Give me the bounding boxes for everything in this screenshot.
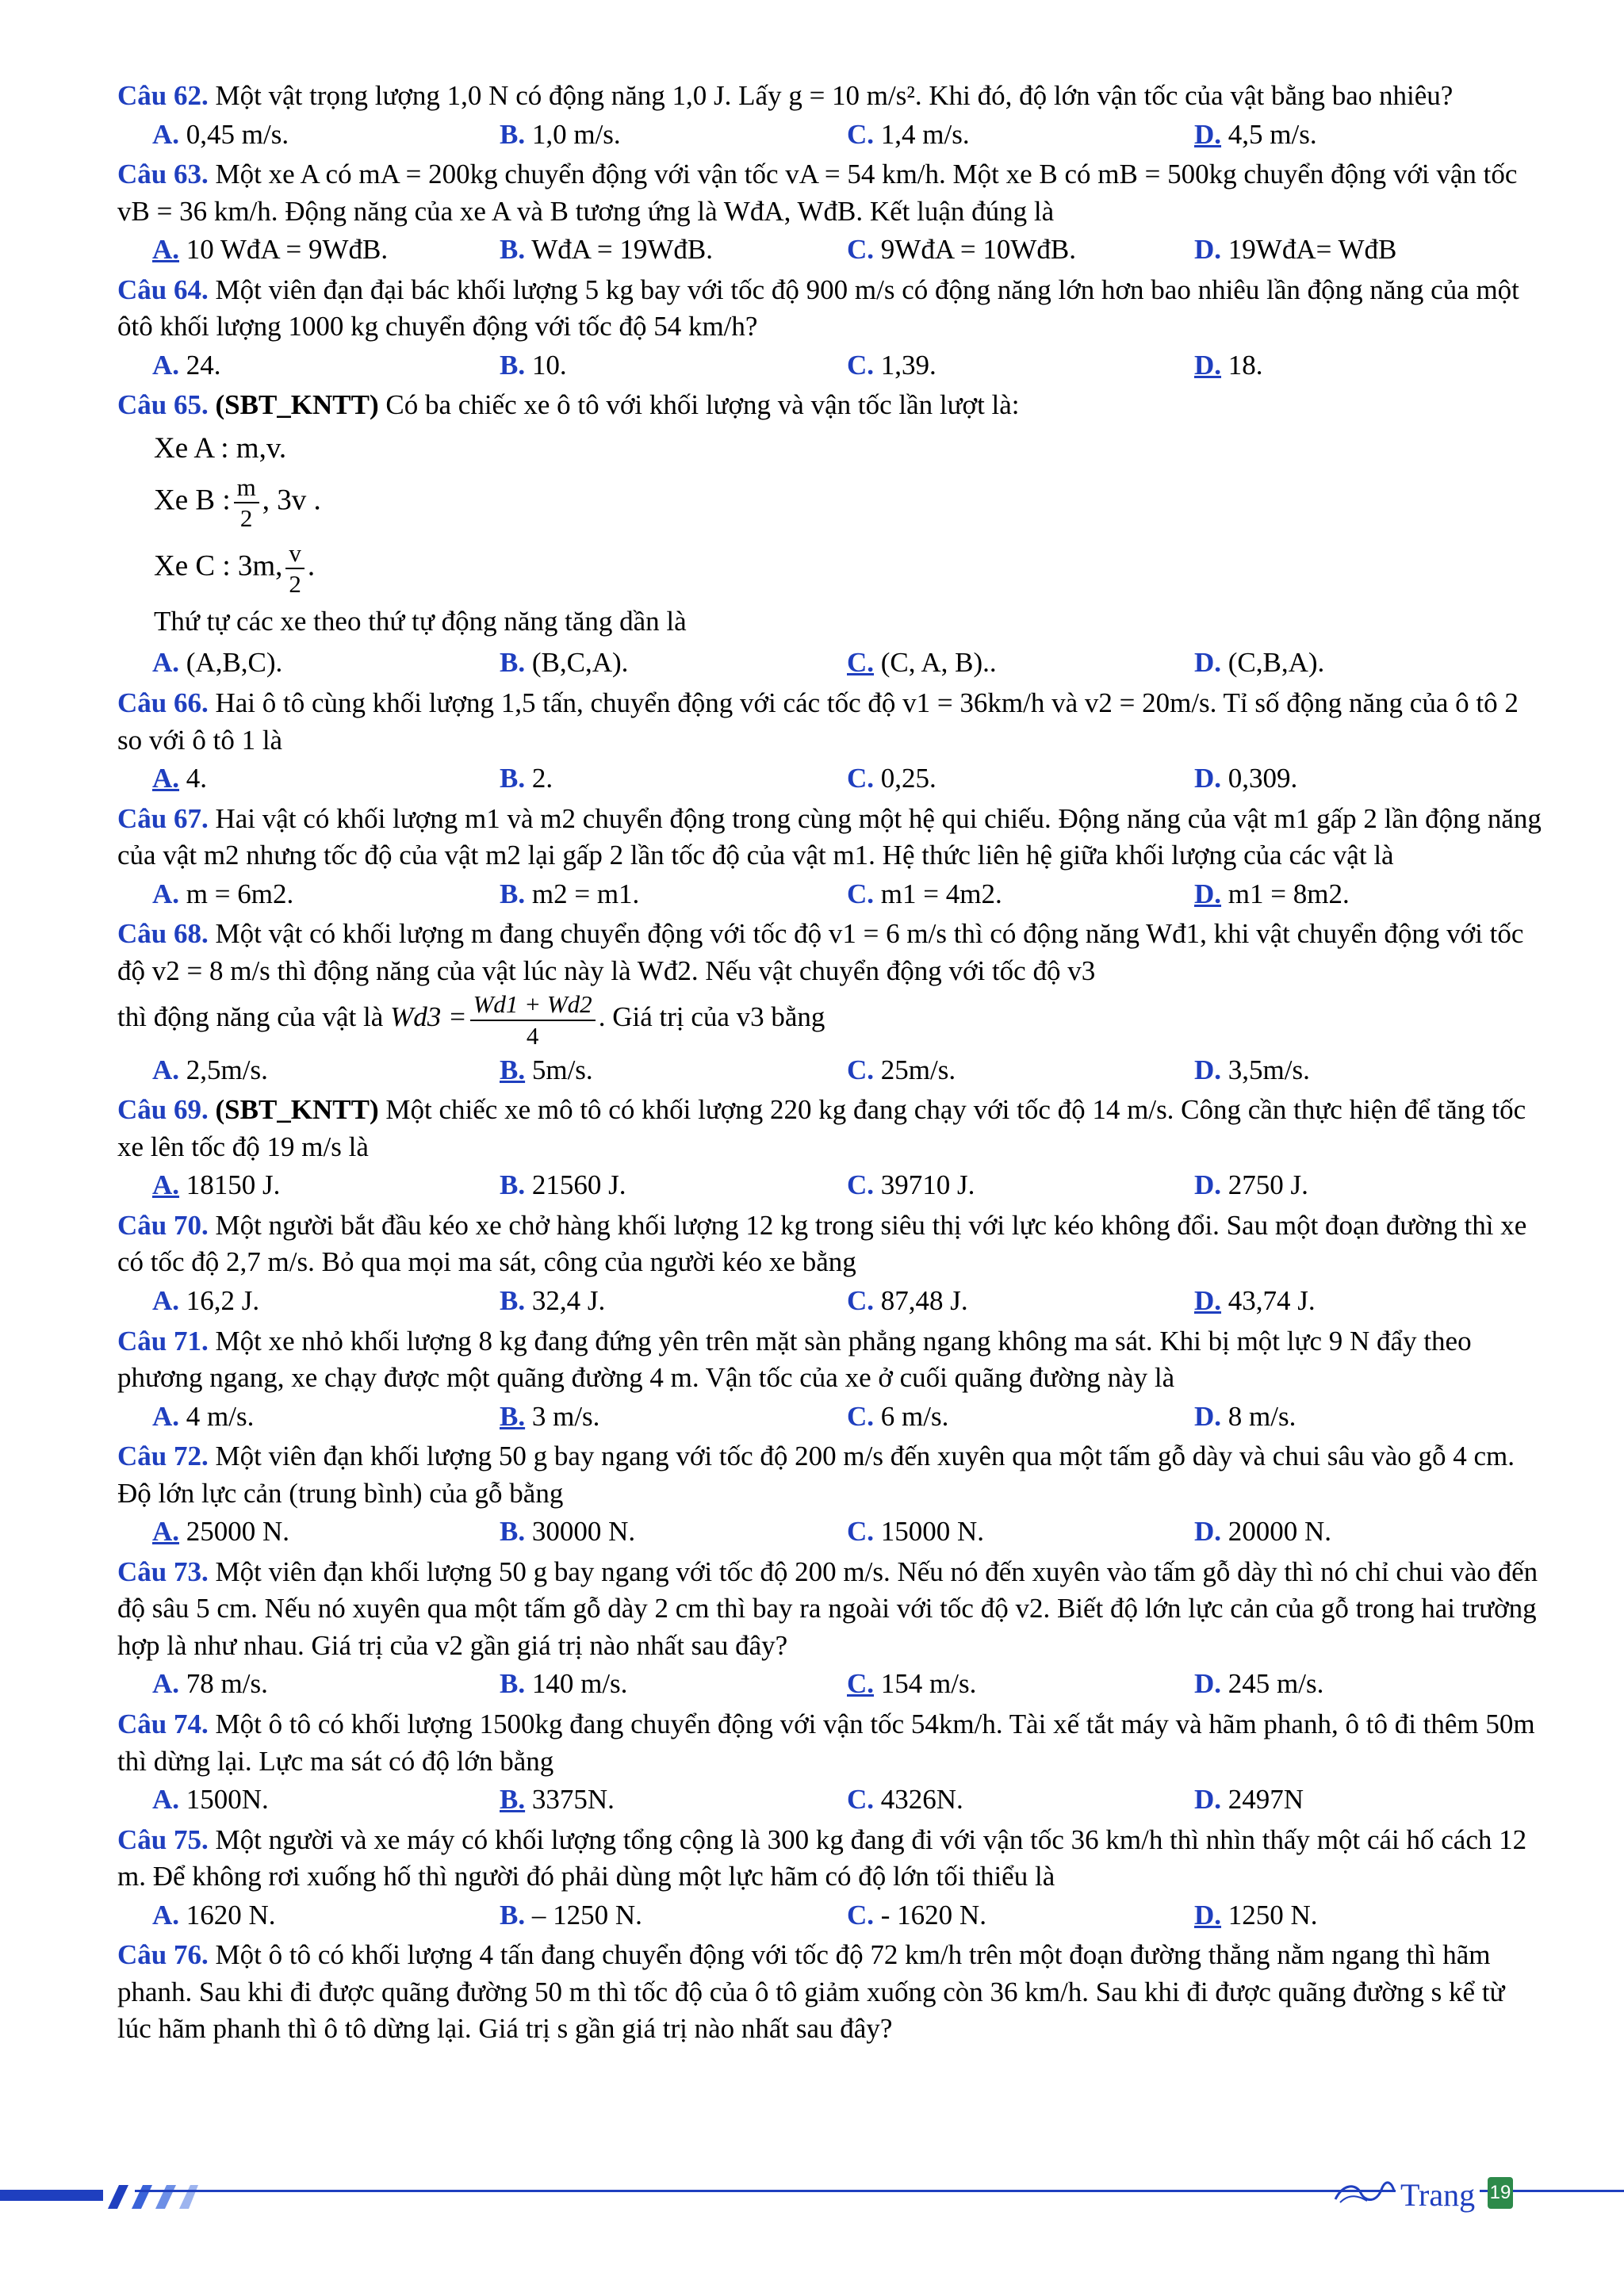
question-stem: Một xe nhỏ khối lượng 8 kg đang đứng yên trên mặt sàn phẳng ngang không ma sát. Khi bị một lực 9 N đẩy theo phương ngang, xe chạy được một quãng đường 4 m. Vận tốc của xe ở cuối quãng đường này là <box>117 1325 1472 1394</box>
vehicle-line-a: Xe A : m,v. <box>154 431 287 465</box>
answer-options <box>117 1666 1545 1703</box>
option-text: 18150 J. <box>186 1169 281 1201</box>
option-letter: C. <box>847 349 875 381</box>
option-text: 20000 N. <box>1228 1516 1332 1548</box>
question-stem-line <box>117 685 1545 759</box>
question-stem: Một ô tô có khối lượng 4 tấn đang chuyển động với tốc độ 72 km/h trên một đoạn đường thẳng nằm ngang thì hãm phanh. Sau khi đi được quãng đường 50 m thì tốc độ của ô tô giảm xuống còn 36 km/h. Sau khi đi được quãng đường s kể từ lúc hãm phanh thì ô tô dừng lại. Giá trị s gần giá trị nào nhất sau đây? <box>117 1939 1505 2045</box>
option-text: 16,2 J. <box>186 1285 260 1316</box>
question-stem: Một vật có khối lượng m đang chuyển động với tốc độ v1 = 6 m/s thì có động năng Wđ1, khi vật chuyển động với tốc độ v2 = 8 m/s thì động năng của vật lúc này là Wđ2. Nếu vật chuyển động với tốc độ v3 <box>117 918 1524 986</box>
option-letter: A. <box>152 878 180 909</box>
fraction-numerator: Wd1 + Wd2 <box>470 989 596 1020</box>
question-stem-line <box>117 1207 1545 1281</box>
answer-option[interactable] <box>1194 1666 1511 1703</box>
option-letter: D. <box>1194 1285 1222 1316</box>
option-text: 39710 J. <box>880 1169 975 1201</box>
answer-option[interactable] <box>1194 117 1511 154</box>
option-text: 1,0 m/s. <box>531 118 621 150</box>
answer-option[interactable] <box>500 645 847 682</box>
page-footer <box>0 2172 1624 2252</box>
answer-options <box>117 232 1545 269</box>
option-text: 24. <box>186 349 221 381</box>
option-letter: A. <box>152 1899 180 1931</box>
answer-option[interactable] <box>152 760 500 798</box>
option-letter: D. <box>1194 1784 1222 1816</box>
question-block <box>117 387 1545 682</box>
question-stem-line <box>117 1822 1545 1896</box>
option-letter: C. <box>847 1054 875 1085</box>
answer-option[interactable] <box>500 1399 847 1436</box>
option-text: 5m/s. <box>531 1054 593 1085</box>
question-prompt: Thứ tự các xe theo thứ tự động năng tăng dần là <box>154 605 687 637</box>
option-text: 10. <box>531 349 567 381</box>
question-number: Câu 76. <box>117 1939 209 1971</box>
option-letter: A. <box>152 1054 180 1085</box>
option-letter: D. <box>1194 647 1222 679</box>
option-letter: C. <box>847 1784 875 1816</box>
option-letter: B. <box>500 1169 526 1201</box>
option-text: 0,309. <box>1228 763 1298 794</box>
answer-option[interactable] <box>1194 760 1511 798</box>
question-tag: (SBT_KNTT) <box>215 1094 379 1126</box>
answer-option[interactable] <box>847 1897 1194 1934</box>
option-text: 4,5 m/s. <box>1228 118 1317 150</box>
option-letter: B. <box>500 234 526 266</box>
option-letter: C. <box>847 1668 875 1700</box>
question-tag: (SBT_KNTT) <box>215 389 379 421</box>
option-text: 32,4 J. <box>531 1285 606 1316</box>
answer-option[interactable] <box>1194 1052 1511 1089</box>
option-letter: A. <box>152 1516 180 1548</box>
answer-option[interactable] <box>1194 1167 1511 1204</box>
answer-option[interactable] <box>847 876 1194 913</box>
question-stem-line <box>117 156 1545 230</box>
option-text: 0,25. <box>880 763 936 794</box>
answer-options <box>117 760 1545 798</box>
option-text: - 1620 N. <box>880 1899 986 1931</box>
page-number-badge: 19 <box>1488 2177 1513 2209</box>
answer-option[interactable] <box>500 1167 847 1204</box>
answer-option[interactable] <box>1194 1399 1511 1436</box>
question-block <box>117 78 1545 153</box>
option-letter: D. <box>1194 1516 1222 1548</box>
question-number: Câu 69. <box>117 1094 209 1126</box>
option-letter: B. <box>500 1668 526 1700</box>
option-text: 78 m/s. <box>186 1668 268 1700</box>
question-stem: Một chiếc xe mô tô có khối lượng 220 kg đang chạy với tốc độ 14 m/s. Công cần thực hiện để tăng tốc xe lên tốc độ 19 m/s là <box>117 1094 1526 1162</box>
question-stem-line <box>117 801 1545 874</box>
option-letter: A. <box>152 763 180 794</box>
option-text: m1 = 4m2. <box>880 878 1002 909</box>
fraction <box>470 989 596 1050</box>
vehicle-line-b <box>117 473 1545 533</box>
answer-option[interactable] <box>1194 876 1511 913</box>
option-letter: D. <box>1194 1169 1222 1201</box>
formula-lhs: Wd3 = <box>390 1001 467 1033</box>
answer-option[interactable] <box>1194 232 1511 269</box>
option-letter: B. <box>500 1054 526 1085</box>
fraction-numerator: v <box>285 538 304 569</box>
option-letter: C. <box>847 1516 875 1548</box>
question-stem: Hai ô tô cùng khối lượng 1,5 tấn, chuyển động với các tốc độ v1 = 36km/h và v2 = 20m/s. Tỉ số động năng của ô tô 2 so với ô tô 1 là <box>117 687 1519 756</box>
option-text: 2750 J. <box>1228 1169 1308 1201</box>
option-text: 2497N <box>1228 1784 1304 1816</box>
question-block <box>117 1438 1545 1551</box>
question-block <box>117 1207 1545 1320</box>
option-text: 18. <box>1228 349 1263 381</box>
answer-options <box>117 1897 1545 1934</box>
answer-option[interactable] <box>152 117 500 154</box>
vehicle-b-label: Xe B : <box>154 484 231 517</box>
question-number: Câu 68. <box>117 918 209 950</box>
question-block <box>117 1554 1545 1703</box>
question-stem-line <box>117 1937 1545 2048</box>
option-letter: B. <box>500 1516 526 1548</box>
option-letter: D. <box>1194 118 1222 150</box>
question-stem: Một viên đạn đại bác khối lượng 5 kg bay với tốc độ 900 m/s có động năng lớn hơn bao nhiêu lần động năng của một ôtô khối lượng 1000 kg chuyển động với tốc độ 54 km/h? <box>117 274 1519 342</box>
option-text: 19WđA= WđB <box>1228 234 1397 266</box>
option-letter: A. <box>152 647 180 679</box>
answer-option[interactable] <box>152 645 500 682</box>
question-block <box>117 272 1545 385</box>
answer-options <box>117 347 1545 385</box>
question-stem: Một xe A có mA = 200kg chuyển động với vận tốc vA = 54 km/h. Một xe B có mB = 500kg chuyển động với vận tốc vB = 36 km/h. Động năng của xe A và B tương ứng là WđA, WđB. Kết luận đúng là <box>117 159 1518 227</box>
option-text: 1,4 m/s. <box>880 118 970 150</box>
answer-option[interactable] <box>847 232 1194 269</box>
question-number: Câu 71. <box>117 1325 209 1357</box>
answer-option[interactable] <box>152 1283 500 1320</box>
option-text: 15000 N. <box>880 1516 985 1548</box>
question-number: Câu 73. <box>117 1556 209 1587</box>
answer-option[interactable] <box>1194 1781 1511 1819</box>
question-stem: Có ba chiếc xe ô tô với khối lượng và vận tốc lần lượt là: <box>385 389 1020 421</box>
option-text: WđA = 19WđB. <box>531 234 713 266</box>
option-text: 1,39. <box>880 349 936 381</box>
answer-option[interactable] <box>847 1513 1194 1551</box>
swirl-ornament-icon <box>1332 2179 1396 2207</box>
answer-option[interactable] <box>1194 1283 1511 1320</box>
question-number: Câu 65. <box>117 389 209 421</box>
option-text: (C, A, B).. <box>880 647 997 679</box>
fraction-numerator: m <box>234 473 259 503</box>
answer-option[interactable] <box>847 347 1194 385</box>
question-stem-line <box>117 1554 1545 1665</box>
answer-option[interactable] <box>500 117 847 154</box>
option-letter: D. <box>1194 349 1222 381</box>
option-letter: A. <box>152 349 180 381</box>
option-letter: C. <box>847 1169 875 1201</box>
answer-option[interactable] <box>1194 645 1511 682</box>
answer-option[interactable] <box>1194 1513 1511 1551</box>
option-letter: B. <box>500 1899 526 1931</box>
option-letter: D. <box>1194 1054 1222 1085</box>
option-letter: B. <box>500 1784 526 1816</box>
vehicle-c-label: Xe C : 3m, <box>154 549 283 583</box>
option-text: (C,B,A). <box>1228 647 1325 679</box>
option-letter: A. <box>152 1285 180 1316</box>
option-text: 4326N. <box>880 1784 963 1816</box>
answer-option[interactable] <box>847 760 1194 798</box>
option-letter: A. <box>152 234 180 266</box>
answer-option[interactable] <box>152 232 500 269</box>
answer-option[interactable] <box>152 1167 500 1204</box>
fraction <box>234 473 259 533</box>
option-letter: D. <box>1194 1899 1222 1931</box>
answer-option[interactable] <box>500 1283 847 1320</box>
answer-options <box>117 1513 1545 1551</box>
answer-option[interactable] <box>152 1897 500 1934</box>
option-text: 25000 N. <box>186 1516 290 1548</box>
option-letter: D. <box>1194 763 1222 794</box>
option-letter: C. <box>847 118 875 150</box>
question-stem-line <box>117 387 1545 424</box>
option-text: 9WđA = 10WđB. <box>880 234 1077 266</box>
option-text: 3375N. <box>531 1784 615 1816</box>
answer-option[interactable] <box>152 347 500 385</box>
question-block <box>117 156 1545 269</box>
option-letter: C. <box>847 1899 875 1931</box>
formula-line <box>117 989 1545 1050</box>
option-text: (A,B,C). <box>186 647 283 679</box>
question-stem-line <box>117 1706 1545 1780</box>
answer-option[interactable] <box>847 1167 1194 1204</box>
question-block <box>117 1937 1545 2048</box>
option-letter: A. <box>152 1668 180 1700</box>
answer-option[interactable] <box>500 1897 847 1934</box>
option-text: 21560 J. <box>531 1169 626 1201</box>
answer-option[interactable] <box>152 1399 500 1436</box>
answer-options <box>117 645 1545 682</box>
option-letter: B. <box>500 1285 526 1316</box>
option-letter: B. <box>500 763 526 794</box>
option-letter: B. <box>500 349 526 381</box>
question-number: Câu 74. <box>117 1709 209 1740</box>
answer-options <box>117 876 1545 913</box>
question-stem-line <box>117 1323 1545 1397</box>
option-letter: C. <box>847 878 875 909</box>
answer-option[interactable] <box>500 232 847 269</box>
option-text: – 1250 N. <box>531 1899 642 1931</box>
question-block <box>117 1323 1545 1436</box>
question-stem-line <box>117 1092 1545 1165</box>
option-text: m = 6m2. <box>186 878 294 909</box>
option-text: 4 m/s. <box>186 1400 255 1432</box>
question-number: Câu 67. <box>117 802 209 834</box>
question-stem-line <box>117 1438 1545 1512</box>
answer-option[interactable] <box>847 1283 1194 1320</box>
question-stem: Một người và xe máy có khối lượng tổng cộng là 300 kg đang đi với vận tốc 36 km/h thì nhìn thấy một cái hố cách 12 m. Để không rơi xuống hố thì người đó phải dùng một lực hãm có độ lớn tối thiểu là <box>117 1823 1527 1892</box>
option-text: 4. <box>186 763 208 794</box>
answer-option[interactable] <box>847 1399 1194 1436</box>
option-letter: A. <box>152 1169 180 1201</box>
option-text: 30000 N. <box>531 1516 636 1548</box>
option-text: 3 m/s. <box>531 1400 600 1432</box>
option-text: 8 m/s. <box>1228 1400 1297 1432</box>
vehicle-b-velocity: , 3v . <box>262 484 321 517</box>
option-text: 1620 N. <box>186 1899 276 1931</box>
option-letter: A. <box>152 1400 180 1432</box>
question-block <box>117 1822 1545 1934</box>
option-letter: C. <box>847 647 875 679</box>
answer-option[interactable] <box>847 1781 1194 1819</box>
footer-stripes-decoration <box>0 2182 198 2214</box>
answer-options <box>117 1052 1545 1089</box>
vehicle-c-end: . <box>307 549 316 583</box>
question-number: Câu 75. <box>117 1823 209 1855</box>
answer-options <box>117 117 1545 154</box>
answer-option[interactable] <box>152 1781 500 1819</box>
option-letter: C. <box>847 234 875 266</box>
question-stem: Một viên đạn khối lượng 50 g bay ngang với tốc độ 200 m/s. Nếu nó đến xuyên vào tấm gỗ dày thì nó chỉ chui vào đến độ sâu 5 cm. Nếu nó xuyên qua một tấm gỗ dày 2 cm thì bay ra ngoài với tốc độ v2. Biết độ lớn lực cản của gỗ trong hai trường hợp là như nhau. Giá trị của v2 gần giá trị nào nhất sau đây? <box>117 1556 1538 1661</box>
question-stem-line <box>117 272 1545 346</box>
answer-option[interactable] <box>1194 1897 1511 1934</box>
question-stem: Một ô tô có khối lượng 1500kg đang chuyển động với vận tốc 54km/h. Tài xế tắt máy và hãm phanh, ô tô đi thêm 50m thì dừng lại. Lực ma sát có độ lớn bằng <box>117 1709 1535 1777</box>
option-text: 0,45 m/s. <box>186 118 289 150</box>
question-block <box>117 685 1545 798</box>
option-letter: C. <box>847 1285 875 1316</box>
fraction-denominator: 2 <box>239 504 253 533</box>
question-number: Câu 64. <box>117 274 209 305</box>
answer-option[interactable] <box>500 1781 847 1819</box>
answer-options <box>117 1781 1545 1819</box>
answer-option[interactable] <box>152 1666 500 1703</box>
option-text: (B,C,A). <box>531 647 629 679</box>
option-text: m1 = 8m2. <box>1228 878 1350 909</box>
answer-option[interactable] <box>500 1513 847 1551</box>
option-letter: A. <box>152 118 180 150</box>
question-block <box>117 1092 1545 1204</box>
answer-option[interactable] <box>500 760 847 798</box>
answer-option[interactable] <box>152 876 500 913</box>
question-stem: Một viên đạn khối lượng 50 g bay ngang với tốc độ 200 m/s đến xuyên qua một tấm gỗ dày và chui sâu vào gỗ 4 cm. Độ lớn lực cản (trung bình) của gỗ bằng <box>117 1441 1515 1509</box>
answer-option[interactable] <box>152 1052 500 1089</box>
answer-options <box>117 1167 1545 1204</box>
option-letter: C. <box>847 1400 875 1432</box>
question-number: Câu 63. <box>117 159 209 190</box>
option-letter: B. <box>500 878 526 909</box>
option-letter: B. <box>500 647 526 679</box>
formula-suffix: . Giá trị của v3 bằng <box>598 1001 825 1033</box>
question-block <box>117 1706 1545 1819</box>
option-text: 2. <box>531 763 553 794</box>
option-letter: B. <box>500 1400 526 1432</box>
option-letter: D. <box>1194 1668 1222 1700</box>
fraction <box>285 538 304 599</box>
answer-option[interactable] <box>500 1052 847 1089</box>
question-number: Câu 62. <box>117 80 209 111</box>
question-number: Câu 66. <box>117 687 209 718</box>
option-letter: D. <box>1194 234 1222 266</box>
answer-options <box>117 1399 1545 1436</box>
fraction-denominator: 2 <box>289 569 301 598</box>
question-number: Câu 70. <box>117 1209 209 1241</box>
question-number: Câu 72. <box>117 1441 209 1472</box>
option-text: 1250 N. <box>1228 1899 1318 1931</box>
option-text: 25m/s. <box>880 1054 956 1085</box>
option-letter: D. <box>1194 878 1222 909</box>
question-block <box>117 801 1545 913</box>
question-stem-line <box>117 916 1545 989</box>
option-text: 87,48 J. <box>880 1285 968 1316</box>
option-letter: A. <box>152 1784 180 1816</box>
formula-prefix: thì động năng của vật là <box>117 1001 384 1033</box>
question-block <box>117 916 1545 1089</box>
answer-option[interactable] <box>847 1666 1194 1703</box>
answer-option[interactable] <box>500 876 847 913</box>
option-text: 3,5m/s. <box>1228 1054 1310 1085</box>
question-list <box>117 78 1545 2048</box>
option-text: m2 = m1. <box>531 878 640 909</box>
option-text: 1500N. <box>186 1784 269 1816</box>
option-letter: C. <box>847 763 875 794</box>
question-stem-line <box>117 78 1545 115</box>
fraction-denominator: 4 <box>526 1021 539 1050</box>
question-stem: Hai vật có khối lượng m1 và m2 chuyển động trong cùng một hệ qui chiếu. Động năng của vật m1 gấp 2 lần động năng của vật m2 nhưng tốc độ của vật m2 lại gấp 2 lần tốc độ của vật m1. Hệ thức liên hệ giữa khối lượng của các vật là <box>117 802 1542 871</box>
answer-option[interactable] <box>500 1666 847 1703</box>
option-letter: D. <box>1194 1400 1222 1432</box>
answer-option[interactable] <box>847 117 1194 154</box>
question-stem: Một vật trọng lượng 1,0 N có động năng 1,0 J. Lấy g = 10 m/s². Khi đó, độ lớn vận tốc của vật bằng bao nhiêu? <box>215 80 1454 111</box>
option-text: 43,74 J. <box>1228 1285 1316 1316</box>
page-label: Trang <box>1396 2174 1480 2216</box>
answer-option[interactable] <box>847 645 1194 682</box>
option-text: 10 WđA = 9WđB. <box>186 234 389 266</box>
vehicle-line-c <box>117 538 1545 599</box>
option-text: 140 m/s. <box>531 1668 628 1700</box>
answer-options <box>117 1283 1545 1320</box>
answer-option[interactable] <box>500 347 847 385</box>
option-text: 2,5m/s. <box>186 1054 268 1085</box>
question-stem: Một người bắt đầu kéo xe chở hàng khối lượng 12 kg trong siêu thị với lực kéo không đổi. Sau một đoạn đường thì xe có tốc độ 2,7 m/s. Bỏ qua mọi ma sát, công của người kéo xe bằng <box>117 1209 1527 1278</box>
option-text: 245 m/s. <box>1228 1668 1324 1700</box>
answer-option[interactable] <box>152 1513 500 1551</box>
answer-option[interactable] <box>847 1052 1194 1089</box>
option-letter: B. <box>500 118 526 150</box>
answer-option[interactable] <box>1194 347 1511 385</box>
option-text: 154 m/s. <box>880 1668 977 1700</box>
option-text: 6 m/s. <box>880 1400 949 1432</box>
